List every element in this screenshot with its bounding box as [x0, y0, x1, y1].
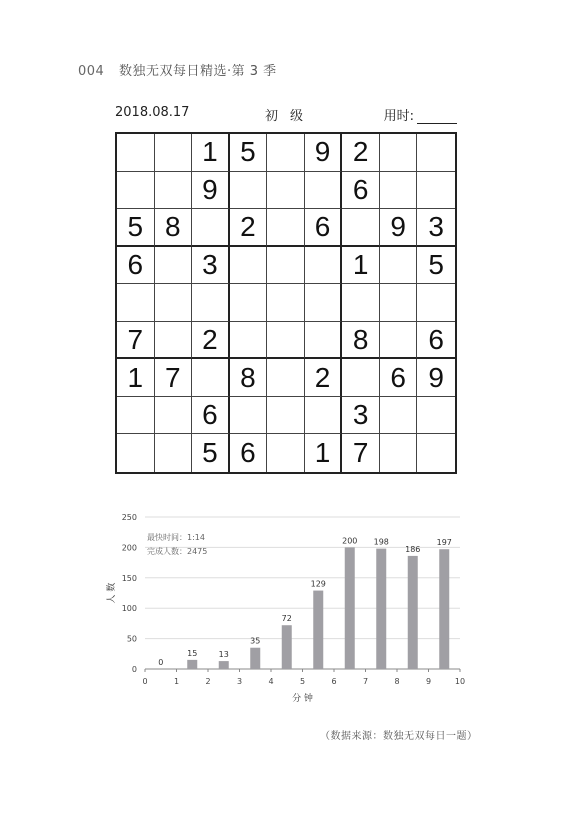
puzzle-level: 初级	[265, 109, 316, 124]
bar	[408, 556, 418, 669]
sudoku-cell[interactable]	[417, 397, 455, 435]
sudoku-cell[interactable]	[155, 322, 193, 360]
sudoku-cell[interactable]	[230, 322, 268, 360]
bar-data-label: 0	[158, 658, 164, 667]
sudoku-cell[interactable]: 9	[305, 134, 343, 172]
sudoku-cell[interactable]: 5	[192, 434, 230, 472]
sudoku-cell[interactable]	[117, 284, 155, 322]
sudoku-cell[interactable]: 6	[230, 434, 268, 472]
x-tick-label: 1	[173, 677, 180, 686]
sudoku-cell[interactable]	[267, 172, 305, 210]
sudoku-cell[interactable]	[417, 434, 455, 472]
y-tick-label: 0	[131, 665, 137, 674]
y-tick-label: 150	[121, 573, 137, 583]
sudoku-cell[interactable]: 8	[342, 322, 380, 360]
sudoku-cell[interactable]: 2	[230, 209, 268, 247]
sudoku-cell[interactable]	[117, 434, 155, 472]
bar	[376, 549, 386, 669]
sudoku-cell[interactable]: 9	[192, 172, 230, 210]
sudoku-cell[interactable]	[380, 134, 418, 172]
x-tick-label: 3	[236, 677, 243, 686]
x-tick-label: 9	[425, 677, 432, 686]
data-source-note: （数据来源：数独无双每日一题）	[320, 731, 478, 742]
sudoku-cell[interactable]: 5	[230, 134, 268, 172]
page-number: 004	[78, 64, 105, 79]
bar-data-label: 35	[250, 636, 261, 646]
bar-data-label: 72	[281, 614, 292, 624]
sudoku-cell[interactable]	[380, 172, 418, 210]
chart-annotation: 最快时间：1:14	[147, 533, 205, 542]
sudoku-cell[interactable]: 2	[192, 322, 230, 360]
sudoku-cell[interactable]: 9	[380, 209, 418, 247]
sudoku-cell[interactable]	[342, 209, 380, 247]
sudoku-cell[interactable]	[117, 172, 155, 210]
bar-data-label: 186	[405, 544, 421, 554]
sudoku-cell[interactable]	[192, 359, 230, 397]
chart-annotation: 完成人数：2475	[147, 547, 208, 556]
x-tick-label: 0	[142, 677, 148, 686]
sudoku-cell[interactable]	[267, 397, 305, 435]
sudoku-cell[interactable]: 3	[192, 247, 230, 285]
sudoku-cell[interactable]	[230, 284, 268, 322]
y-tick-label: 200	[121, 543, 137, 553]
sudoku-cell[interactable]	[342, 359, 380, 397]
bar	[282, 625, 292, 669]
sudoku-cell[interactable]	[155, 434, 193, 472]
y-tick-label: 250	[121, 513, 137, 522]
sudoku-cell[interactable]	[380, 284, 418, 322]
x-tick-label: 5	[299, 677, 306, 686]
sudoku-cell[interactable]: 6	[380, 359, 418, 397]
sudoku-cell[interactable]	[305, 397, 343, 435]
running-head	[78, 60, 277, 79]
bar-data-label: 129	[310, 579, 326, 589]
completion-time-chart	[104, 508, 474, 708]
sudoku-cell[interactable]: 6	[305, 209, 343, 247]
x-tick-label: 7	[362, 677, 369, 686]
sudoku-cell[interactable]: 2	[342, 134, 380, 172]
sudoku-cell[interactable]	[267, 284, 305, 322]
sudoku-cell[interactable]: 3	[417, 209, 455, 247]
sudoku-cell[interactable]	[267, 359, 305, 397]
sudoku-cell[interactable]	[417, 134, 455, 172]
sudoku-cell[interactable]	[267, 322, 305, 360]
sudoku-cell[interactable]	[305, 247, 343, 285]
bar	[345, 547, 355, 669]
x-tick-label: 4	[268, 677, 274, 686]
puzzle-date: 2018.08.17	[115, 105, 190, 120]
sudoku-cell[interactable]: 6	[192, 397, 230, 435]
sudoku-cell[interactable]: 6	[117, 247, 155, 285]
sudoku-cell[interactable]: 3	[342, 397, 380, 435]
sudoku-cell[interactable]	[267, 209, 305, 247]
sudoku-cell[interactable]: 8	[155, 209, 193, 247]
sudoku-cell[interactable]	[417, 172, 455, 210]
sudoku-cell[interactable]: 7	[155, 359, 193, 397]
x-tick-label: 2	[205, 677, 211, 686]
sudoku-cell[interactable]	[117, 397, 155, 435]
x-axis-label: 分 钟	[292, 694, 313, 704]
bar	[250, 648, 260, 669]
sudoku-cell[interactable]: 2	[305, 359, 343, 397]
sudoku-cell[interactable]	[230, 397, 268, 435]
sudoku-cell[interactable]	[230, 247, 268, 285]
sudoku-cell[interactable]: 6	[342, 172, 380, 210]
sudoku-cell[interactable]: 7	[117, 322, 155, 360]
sudoku-cell[interactable]	[155, 397, 193, 435]
bar	[219, 661, 229, 669]
bar-data-label: 198	[373, 537, 389, 547]
y-axis-label: 人 数	[107, 582, 117, 604]
x-tick-label: 6	[331, 677, 337, 686]
x-tick-label: 10	[454, 677, 466, 686]
sudoku-cell[interactable]	[380, 397, 418, 435]
sudoku-cell[interactable]	[267, 434, 305, 472]
sudoku-cell[interactable]: 6	[417, 322, 455, 360]
sudoku-cell[interactable]	[155, 134, 193, 172]
sudoku-cell[interactable]: 9	[417, 359, 455, 397]
y-tick-label: 50	[126, 634, 137, 644]
time-field	[384, 105, 457, 124]
sudoku-cell[interactable]	[192, 209, 230, 247]
bar	[439, 549, 449, 669]
sudoku-cell[interactable]	[117, 134, 155, 172]
sudoku-cell[interactable]: 8	[230, 359, 268, 397]
sudoku-grid	[115, 132, 457, 474]
sudoku-cell[interactable]	[305, 172, 343, 210]
sudoku-cell[interactable]	[155, 172, 193, 210]
sudoku-cell[interactable]	[267, 247, 305, 285]
sudoku-cell[interactable]	[155, 247, 193, 285]
sudoku-cell[interactable]	[192, 284, 230, 322]
bar-data-label: 15	[187, 648, 198, 658]
sudoku-cell[interactable]	[380, 322, 418, 360]
sudoku-cell[interactable]	[230, 172, 268, 210]
bar-data-label: 197	[436, 538, 452, 548]
y-tick-label: 100	[121, 604, 137, 614]
book-title: 数独无双每日精选·第 3 季	[118, 64, 277, 79]
sudoku-cell[interactable]	[342, 284, 380, 322]
sudoku-cell[interactable]	[380, 247, 418, 285]
time-label: 用时:	[383, 109, 414, 124]
sudoku-cell[interactable]: 5	[117, 209, 155, 247]
sudoku-cell[interactable]: 1	[305, 434, 343, 472]
sudoku-cell[interactable]	[417, 284, 455, 322]
bar-data-label: 13	[218, 650, 229, 660]
sudoku-cell[interactable]: 5	[417, 247, 455, 285]
sudoku-cell[interactable]	[155, 284, 193, 322]
bar-data-label: 200	[342, 536, 358, 546]
sudoku-cell[interactable]: 1	[117, 359, 155, 397]
sudoku-cell[interactable]	[305, 322, 343, 360]
time-blank-line	[417, 110, 457, 124]
puzzle-info-row	[115, 105, 457, 125]
sudoku-cell[interactable]	[267, 134, 305, 172]
sudoku-cell[interactable]: 7	[342, 434, 380, 472]
bar	[187, 660, 197, 669]
sudoku-cell[interactable]	[305, 284, 343, 322]
sudoku-cell[interactable]	[380, 434, 418, 472]
sudoku-cell[interactable]: 1	[192, 134, 230, 172]
sudoku-cell[interactable]: 1	[342, 247, 380, 285]
x-tick-label: 8	[394, 677, 400, 686]
bar	[313, 591, 323, 669]
